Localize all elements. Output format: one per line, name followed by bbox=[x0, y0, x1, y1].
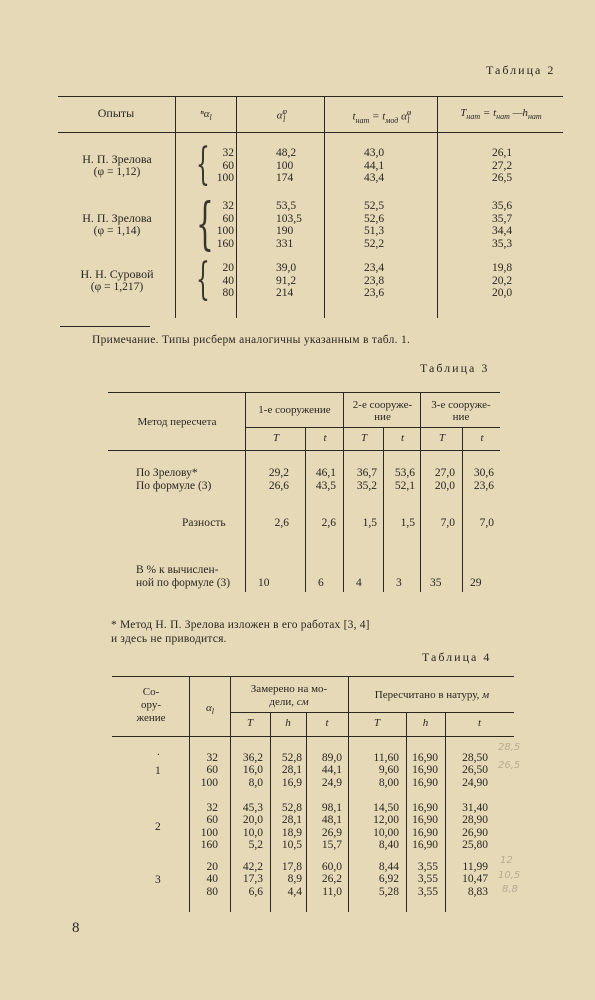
table2-group-param: (φ = 1,14) bbox=[93, 225, 141, 237]
table4-subheader-rule bbox=[230, 712, 514, 713]
table4-cell: 48,1 bbox=[321, 814, 342, 827]
pencil-mark: 12 bbox=[500, 855, 513, 866]
table3-cell: 20,0 bbox=[434, 480, 455, 492]
table4-cell: 36,2 bbox=[242, 752, 263, 764]
table4-subheader: T bbox=[246, 717, 254, 729]
table2-cell: 26,5 bbox=[492, 172, 513, 184]
table4-cell: 16,9 bbox=[281, 776, 302, 789]
table4-header-rule bbox=[112, 736, 514, 737]
table2-cell: 60 bbox=[222, 159, 234, 172]
table3-header-struct2: 2-е сооруже- ние bbox=[352, 399, 413, 423]
table2-cell: 27,2 bbox=[492, 159, 513, 172]
table2-cell: 51,3 bbox=[364, 225, 385, 237]
table2-cell: 20,2 bbox=[492, 274, 513, 287]
table2-cell: 48,2 bbox=[276, 147, 297, 159]
table2-cell: 52,5 bbox=[364, 200, 385, 212]
table4-cell: 52,8 bbox=[281, 802, 302, 814]
table4-cell: 9,60 bbox=[378, 764, 399, 777]
table2-cell: 40 bbox=[222, 274, 234, 287]
table3-caption: Таблица 3 bbox=[420, 361, 490, 375]
table4-cell: 160 bbox=[200, 839, 218, 852]
table4-cell: 10,5 bbox=[281, 839, 302, 852]
table4-cell: 16,90 bbox=[412, 814, 438, 827]
table2-cell: 52,6 bbox=[364, 212, 385, 225]
table4-structure-id: 2 bbox=[155, 820, 161, 833]
table4-subheader: h bbox=[285, 717, 291, 729]
table2-cell: 160 bbox=[216, 237, 234, 250]
table2-group-param: (φ = 1,12) bbox=[93, 166, 141, 178]
table2-col-divider bbox=[175, 96, 176, 318]
table4-cell: 20,0 bbox=[242, 814, 263, 827]
table4-cell: 24,90 bbox=[462, 776, 488, 789]
table4-cell: 4,4 bbox=[287, 885, 302, 898]
table4-cell: 6,6 bbox=[248, 885, 263, 898]
table3-col-divider bbox=[383, 427, 384, 592]
table4-cell: 98,1 bbox=[321, 802, 342, 814]
table4-cell: 32 bbox=[206, 802, 218, 814]
table4-cell: 31,40 bbox=[462, 802, 488, 814]
table2-cell: 43,4 bbox=[364, 172, 385, 184]
table4-top-rule bbox=[112, 676, 514, 677]
table2-cell: 174 bbox=[276, 172, 294, 184]
table4-cell: 26,50 bbox=[462, 764, 488, 777]
table2-cell: 331 bbox=[276, 237, 294, 250]
table4-subheader: t bbox=[325, 717, 329, 729]
table3-cell: 52,1 bbox=[394, 480, 415, 492]
table3-cell: 2,6 bbox=[321, 517, 336, 529]
table4-cell: 60,0 bbox=[321, 861, 342, 873]
table2-cell: 100 bbox=[216, 172, 234, 184]
table3-footnote: * Метод Н. П. Зрелова изложен в его работах [3, 4] и здесь не приводится. bbox=[111, 619, 370, 645]
table2-cell: 103,5 bbox=[276, 212, 302, 225]
table4-cell: 17,8 bbox=[281, 861, 302, 873]
table4-header-nature: Пересчитано в натуру, м bbox=[374, 689, 490, 701]
table4-cell: 100 bbox=[200, 776, 218, 789]
table2-cell: 52,2 bbox=[364, 237, 385, 250]
table3-top-rule bbox=[108, 392, 500, 393]
table4-cell: 26,90 bbox=[462, 826, 488, 839]
table3-cell: 1,5 bbox=[362, 517, 377, 529]
table2-brace: { bbox=[196, 255, 210, 305]
table3-cell: 29 bbox=[470, 577, 482, 589]
table4-cell: 8,0 bbox=[248, 776, 263, 789]
table2-cell: 35,6 bbox=[492, 200, 513, 212]
table4-cell: 11,0 bbox=[322, 885, 342, 898]
table3-header-struct1: 1-е сооружение bbox=[258, 404, 331, 416]
table3-row-label: В % к вычислен- ной по формуле (3) bbox=[136, 564, 231, 589]
table2-cell: 100 bbox=[276, 159, 294, 172]
table2-header-t-nat: $t_{нат} = t_{мод}$ $\alpha^\varphi_l$ bbox=[352, 108, 412, 125]
table3-cell: 3 bbox=[396, 577, 402, 589]
table3-header-struct3: 3-е сооруже- ние bbox=[431, 399, 491, 423]
table4-cell: 52,8 bbox=[281, 752, 302, 764]
table3-cell: 27,0 bbox=[434, 467, 455, 479]
table2-col-divider bbox=[324, 96, 325, 318]
table4-cell: 80 bbox=[206, 885, 218, 898]
table3-header-rule bbox=[108, 450, 500, 451]
table3-row-label: По формуле (3) bbox=[136, 480, 212, 492]
table4-cell: 28,1 bbox=[281, 764, 302, 777]
table3-cell: 1,5 bbox=[400, 517, 415, 529]
table2-cell: 53,5 bbox=[276, 200, 297, 212]
table4-cell: 25,80 bbox=[462, 839, 488, 852]
table2-group-name: Н. П. Зрелова bbox=[82, 152, 152, 166]
table3-cell: 35,2 bbox=[356, 480, 377, 492]
table3-col-divider bbox=[245, 392, 246, 592]
table2-group-name: Н. Н. Суровой bbox=[80, 267, 154, 281]
pencil-mark: 8,8 bbox=[502, 884, 518, 895]
table4-cell: 16,0 bbox=[242, 764, 263, 777]
table3-cell: 35 bbox=[430, 577, 442, 589]
table3-cell: 6 bbox=[318, 577, 324, 589]
table2-cell: 23,8 bbox=[364, 274, 385, 287]
table4-cell: 11,99 bbox=[462, 861, 488, 873]
table4-cell: 6,92 bbox=[378, 873, 399, 886]
table4-cell: 15,7 bbox=[321, 839, 342, 852]
table3-cell: 7,0 bbox=[440, 517, 455, 529]
table3-cell: 23,6 bbox=[473, 480, 494, 492]
table2-cell: 91,2 bbox=[276, 274, 297, 287]
table4-cell: 16,90 bbox=[412, 826, 438, 839]
table4-dot-mark: . bbox=[157, 746, 160, 758]
table4-cell: 16,90 bbox=[412, 839, 438, 852]
table4-cell: 60 bbox=[206, 764, 218, 777]
table4-cell: 28,1 bbox=[281, 814, 302, 827]
table4-cell: 3,55 bbox=[417, 885, 438, 898]
table4-cell: 26,9 bbox=[321, 826, 342, 839]
table2-header-alpha-phi: $\alpha^\varphi_l$ bbox=[276, 107, 287, 124]
table3-col-divider bbox=[462, 427, 463, 592]
table2-group-param: (φ = 1,217) bbox=[90, 281, 144, 293]
table4-cell: 28,50 bbox=[462, 752, 488, 764]
table2-header-rule bbox=[58, 132, 563, 133]
table2-cell: 60 bbox=[222, 212, 234, 225]
table2-brace: { bbox=[196, 192, 214, 257]
table3-cell: 2,6 bbox=[274, 517, 289, 529]
table4-cell: 8,9 bbox=[287, 873, 302, 886]
table4-cell: 3,55 bbox=[417, 861, 438, 873]
table2-cell: 32 bbox=[222, 147, 234, 159]
table4-cell: 8,83 bbox=[467, 885, 488, 898]
table4-cell: 16,90 bbox=[412, 776, 438, 789]
table4-col-divider bbox=[348, 676, 349, 912]
page-number: 8 bbox=[72, 920, 80, 936]
table3-row-label: По Зрелову* bbox=[136, 467, 198, 479]
table2-header-experiments: Опыты bbox=[97, 106, 135, 120]
table2-header-T-nat: $T_{нат} = t_{нат}$ $—h_{нат}$ bbox=[460, 107, 542, 122]
table4-cell: 24,9 bbox=[321, 776, 342, 789]
table4-cell: 18,9 bbox=[281, 826, 302, 839]
pencil-mark: 26,5 bbox=[498, 760, 521, 771]
table4-cell: 8,00 bbox=[378, 776, 399, 789]
table2-cell: 19,8 bbox=[492, 262, 513, 274]
table4-cell: 10,47 bbox=[462, 873, 488, 886]
table2-col-divider bbox=[236, 96, 237, 318]
table4-cell: 16,90 bbox=[412, 764, 438, 777]
table4-cell: 3,55 bbox=[417, 873, 438, 886]
table4-cell: 16,90 bbox=[412, 752, 438, 764]
table2-cell: 26,1 bbox=[492, 147, 513, 159]
table2-cell: 20,0 bbox=[492, 287, 513, 299]
table4-cell: 10,0 bbox=[242, 826, 263, 839]
table4-cell: 60 bbox=[206, 814, 218, 827]
table4-header-structure: Со- ору- жение bbox=[136, 686, 166, 724]
table3-cell: 10 bbox=[258, 577, 270, 589]
table4-cell: 12,00 bbox=[373, 814, 399, 827]
table2-cell: 80 bbox=[222, 287, 234, 299]
table4-cell: 5,2 bbox=[248, 839, 263, 852]
table4-subheader: T bbox=[373, 717, 381, 729]
table4-header-alpha: $\alpha_l$ bbox=[205, 702, 214, 717]
table4-cell: 8,40 bbox=[378, 839, 399, 852]
table4-cell: 10,00 bbox=[373, 826, 399, 839]
table3-header-method: Метод пересчета bbox=[137, 416, 217, 428]
table2-cell: 23,4 bbox=[364, 262, 385, 274]
table2-col-divider bbox=[437, 96, 438, 318]
table3-cell: 30,6 bbox=[473, 467, 494, 479]
table3-sub-t: t bbox=[323, 432, 327, 444]
table2-cell: 23,6 bbox=[364, 287, 385, 299]
pencil-mark: 10,5 bbox=[498, 870, 521, 881]
table2-brace: { bbox=[196, 140, 210, 190]
table2-header-alpha: ⁿα$_l$ bbox=[200, 108, 212, 123]
table2-cell: 20 bbox=[222, 262, 234, 274]
table3-sub-t: t bbox=[480, 432, 484, 444]
table2-cell: 100 bbox=[216, 225, 234, 237]
table4-cell: 5,28 bbox=[378, 885, 399, 898]
table4-cell: 8,44 bbox=[378, 861, 399, 873]
table2-note: Примечание. Типы рисберм аналогичны указанным в табл. 1. bbox=[92, 334, 411, 346]
table3-row-label: Разность bbox=[182, 517, 226, 529]
table3-cell: 29,2 bbox=[268, 467, 289, 479]
pencil-mark: 28,5 bbox=[498, 742, 521, 753]
table4-cell: 28,90 bbox=[462, 814, 488, 827]
table4-structure-id: 1 bbox=[155, 764, 161, 777]
table3-sub-T: T bbox=[360, 432, 368, 444]
table4-cell: 42,2 bbox=[242, 861, 263, 873]
table2-cell: 44,1 bbox=[364, 159, 385, 172]
table4-subheader: t bbox=[477, 717, 482, 729]
table2-cell: 43,0 bbox=[364, 147, 385, 159]
table3-sub-T: T bbox=[272, 432, 280, 444]
table3-cell: 36,7 bbox=[356, 467, 377, 479]
table3-cell: 46,1 bbox=[315, 467, 336, 479]
table3-cell: 43,5 bbox=[315, 480, 336, 492]
table2-caption: Таблица 2 bbox=[486, 63, 556, 77]
table3-col-divider bbox=[420, 392, 421, 592]
table4-cell: 44,1 bbox=[321, 764, 342, 777]
table2-cell: 32 bbox=[222, 200, 234, 212]
table4-header-model: Замерено на мо- дели, см bbox=[250, 683, 328, 708]
table4-cell: 89,0 bbox=[321, 752, 342, 764]
table3-cell: 7,0 bbox=[479, 517, 494, 529]
table4-caption: Таблица 4 bbox=[422, 650, 492, 664]
table2-cell: 34,4 bbox=[492, 225, 513, 237]
table3-col-divider bbox=[305, 427, 306, 592]
table4-cell: 20 bbox=[206, 861, 218, 873]
table2-group-name: Н. П. Зрелова bbox=[82, 211, 152, 225]
table4-subheader: h bbox=[422, 717, 429, 729]
table2-cell: 39,0 bbox=[276, 262, 297, 274]
table4-col-divider bbox=[445, 712, 446, 912]
table4-cell: 100 bbox=[200, 826, 218, 839]
table3-cell: 4 bbox=[356, 577, 362, 589]
table4-cell: 26,2 bbox=[321, 873, 342, 886]
table4-cell: 40 bbox=[206, 873, 218, 886]
table4-structure-id: 3 bbox=[155, 873, 161, 886]
table2-bottom-rule bbox=[60, 326, 150, 327]
table2-cell: 214 bbox=[276, 287, 294, 299]
table2-cell: 190 bbox=[276, 225, 294, 237]
table4-cell: 11,60 bbox=[373, 752, 399, 764]
table3-sub-t: t bbox=[400, 432, 405, 444]
table4-cell: 14,50 bbox=[373, 802, 399, 814]
table2-cell: 35,7 bbox=[492, 212, 513, 225]
table3-sub-T: T bbox=[438, 432, 446, 444]
table4-cell: 17,3 bbox=[242, 873, 263, 886]
table3-cell: 26,6 bbox=[268, 480, 289, 492]
table3-cell: 53,6 bbox=[394, 467, 415, 479]
table3-col-divider bbox=[343, 392, 344, 592]
table2-cell: 35,3 bbox=[492, 237, 513, 250]
table4-cell: 16,90 bbox=[412, 802, 438, 814]
table4-cell: 32 bbox=[206, 752, 218, 764]
table4-cell: 45,3 bbox=[242, 802, 263, 814]
table2-top-rule bbox=[58, 96, 563, 97]
